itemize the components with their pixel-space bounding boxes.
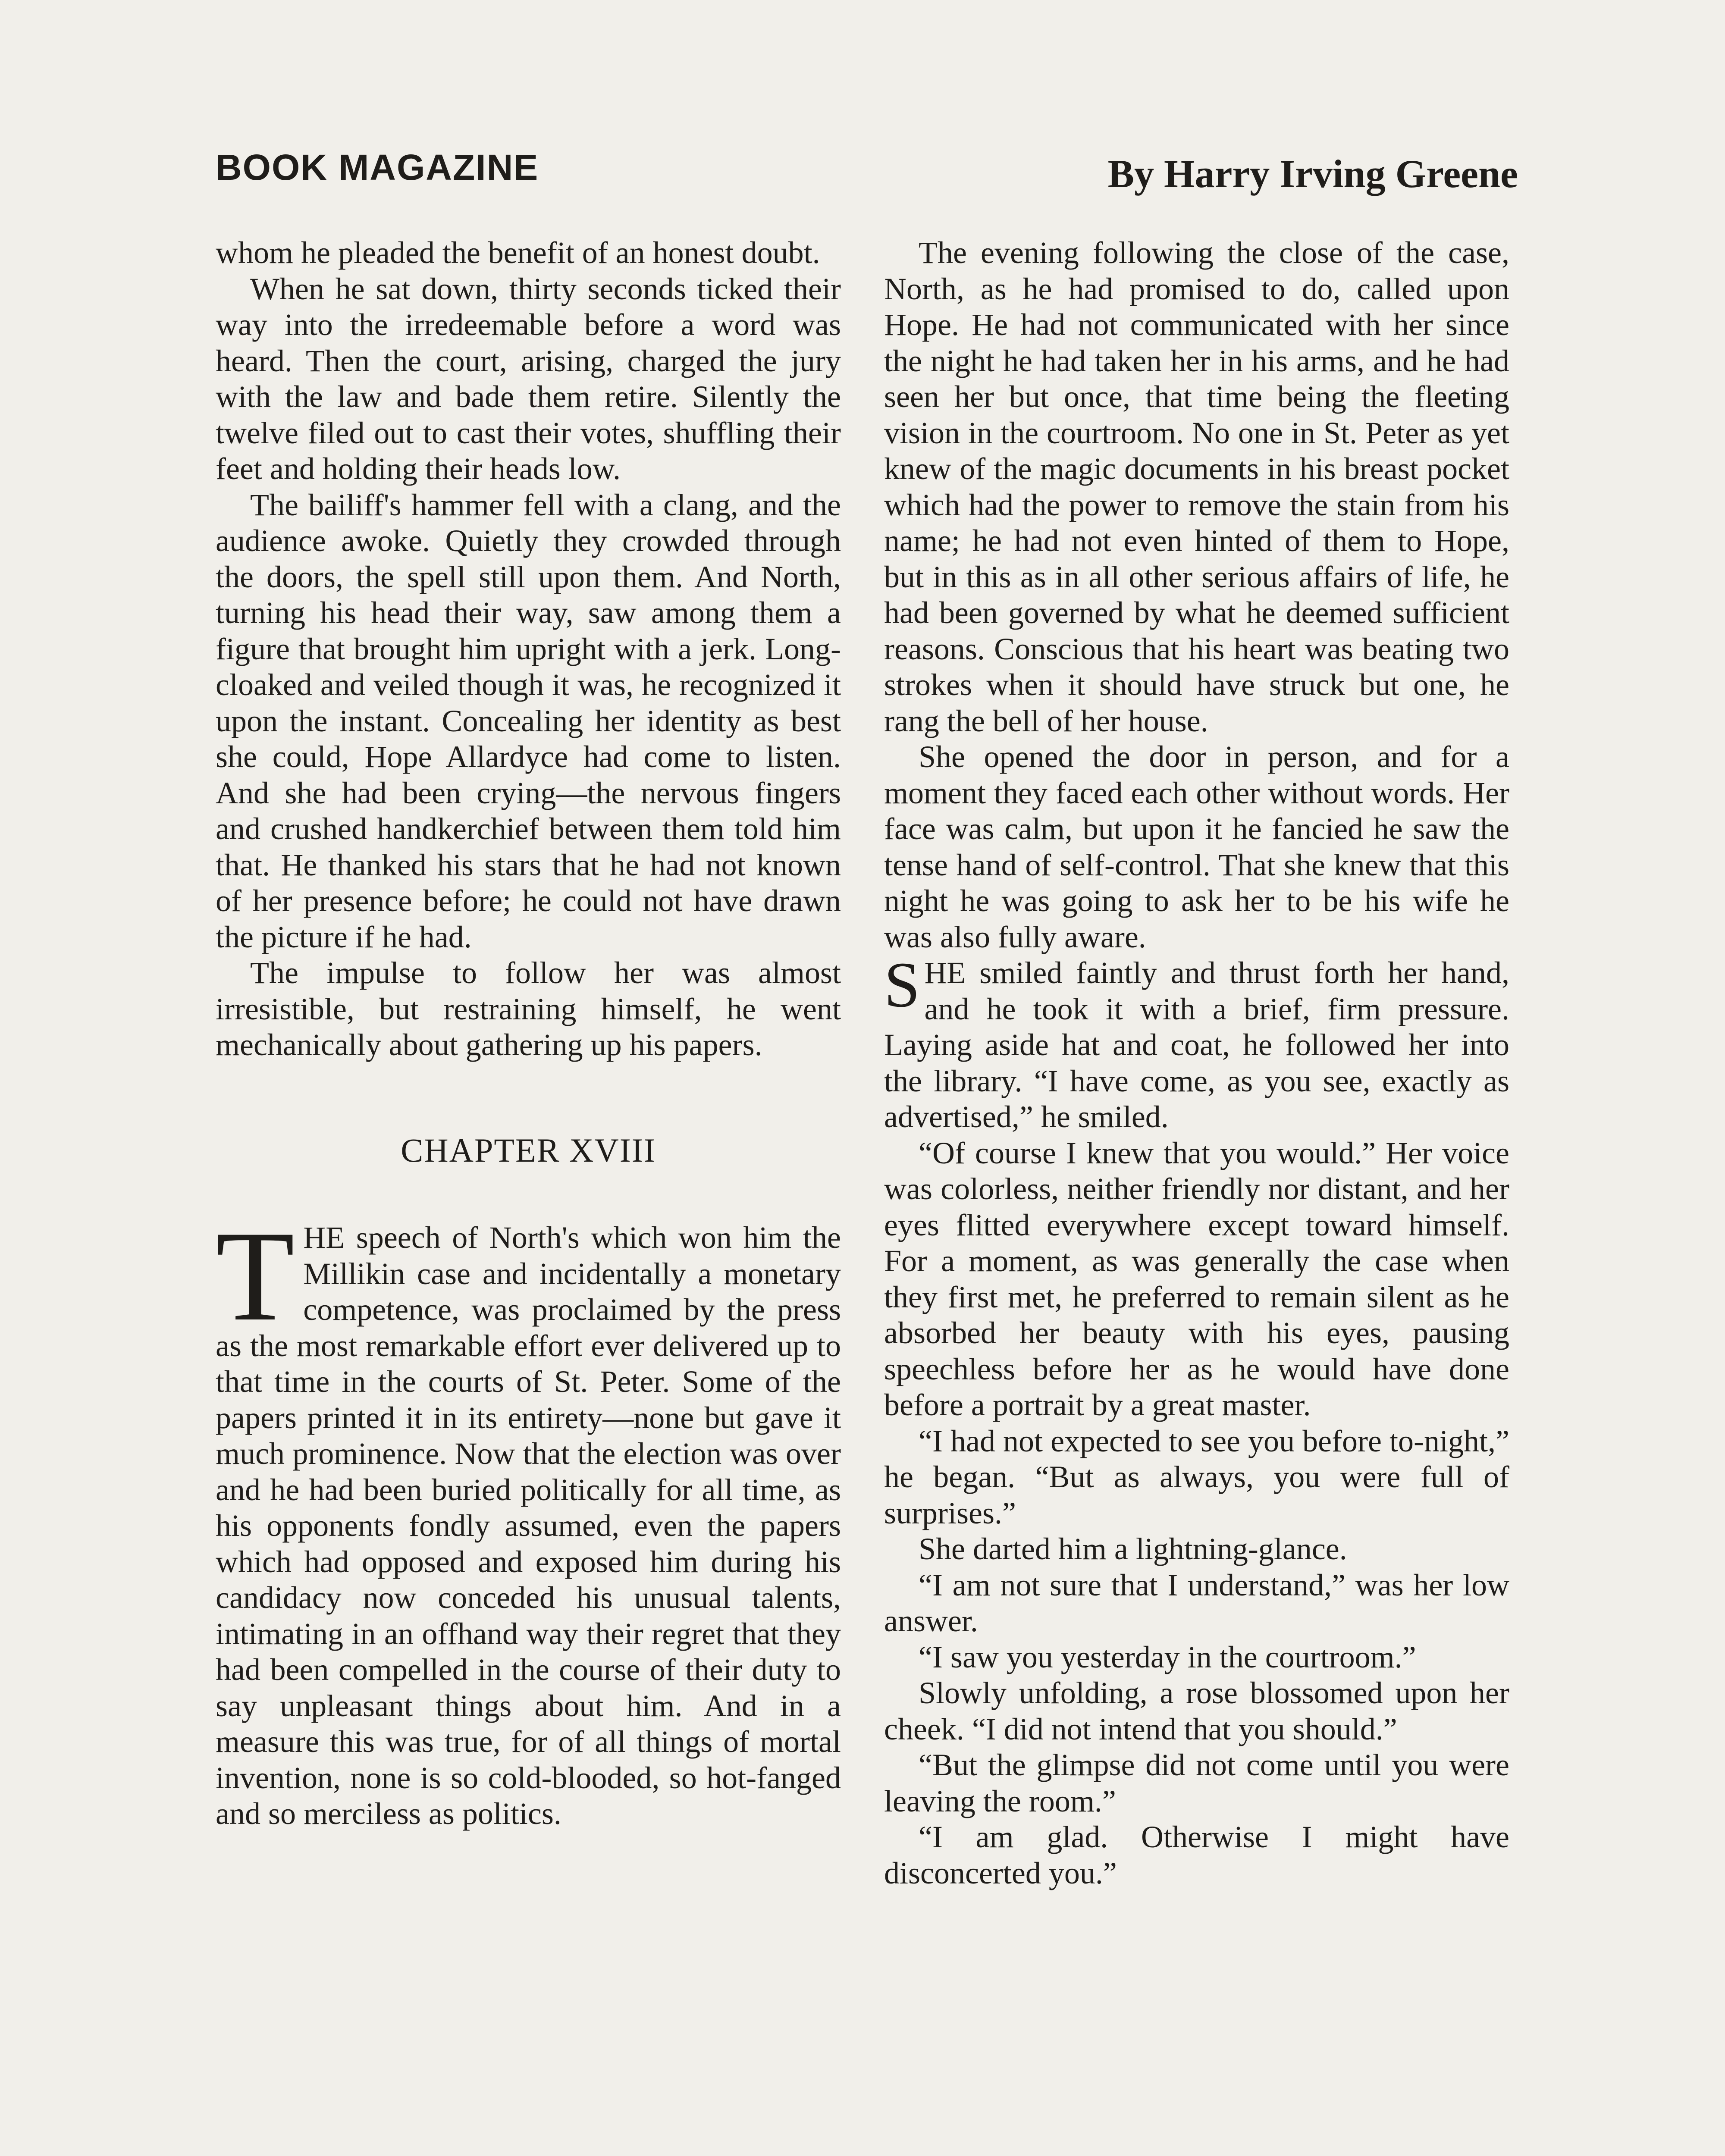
left-column [216,235,841,1832]
publication-title: BOOK MAGAZINE [216,147,539,188]
paragraph: Slowly unfolding, a rose blossomed upon her cheek. “I did not intend that you should.” [884,1676,1509,1746]
chapter-opening-text: HE speech of North's which won him the Millikin case and incidentally a monetary competence, was proclaimed by the press as the most remarkable effort ever delivered up to that time in the courts of St. Peter. Some of the papers printed it in its entirety—none but gave it much prominence. Now that the election was over and he had been buried politically for all time, as his opponents fondly assumed, even the papers which had opposed and exposed him during his candidacy now conceded his unusual talents, intimating in an offhand way their regret that they had been compelled in the course of their duty to say unpleasant things about him. And in a measure this was true, for of all things of mortal invention, none is so cold-blooded, so hot-fanged and so merciless as politics. [216,1220,841,1831]
chapter-heading: CHAPTER XVIII [401,1131,656,1169]
paragraph: The bailiff's hammer fell with a clang, and the audience awoke. Quietly they crowded through the doors, the spell still upon them. And North, turning his head their way, saw among them a figure that brought him upright with a jerk. Long-cloaked and veiled though it was, he recognized it upon the instant. Concealing her identity as best she could, Hope Allardyce had come to listen. And she had been crying—the nervous fingers and crushed handkerchief between them told him that. He thanked his stars that he had not known of her presence before; he could not have drawn the picture if he had. [216,487,841,954]
paragraph: “Of course I knew that you would.” Her voice was colorless, neither friendly nor distant, and her eyes flitted everywhere except toward himself. For a moment, as was generally the case when they first met, he preferred to remain silent as he absorbed her beauty with his eyes, pausing speechless before her as he would have done before a portrait by a great master. [884,1135,1509,1422]
paragraph: The evening following the close of the case, North, as he had promised to do, called upon Hope. He had not communicated with her since the night he had taken her in his arms, and he had seen her but once, that time being the fleeting vision in the courtroom. No one in St. Peter as yet knew of the magic documents in his breast pocket which had the power to remove the stain from his name; he had not even hinted of them to Hope, but in this as in all other serious affairs of life, he had been governed by what he deemed sufficient reasons. Conscious that his heart was beating two strokes when it should have struck but one, he rang the bell of her house. [884,235,1509,738]
paragraph: whom he pleaded the benefit of an honest doubt. [216,235,820,270]
paragraph: “I am glad. Otherwise I might have disconcerted you.” [884,1820,1509,1890]
section-opening-paragraph [884,949,1509,1135]
paragraph: “I saw you yesterday in the courtroom.” [919,1639,1416,1674]
paragraph: She opened the door in person, and for a moment they faced each other without words. Her face was calm, but upon it he fancied he saw the tense hand of self-control. That she knew that this night he was going to ask her to be his wife he was also fully aware. [884,740,1509,954]
paragraph: “I had not expected to see you before to-night,” he began. “But as always, you were full of surprises.” [884,1423,1509,1530]
paragraph: “But the glimpse did not come until you were leaving the room.” [884,1748,1509,1818]
drop-cap: T [216,1204,295,1348]
page-header [216,142,1518,198]
chapter-opening-paragraph [216,1204,841,1832]
paragraph: When he sat down, thirty seconds ticked their way into the irredeemable before a word was heard. Then the court, arising, charged the jury with the law and bade them retire. Silently the twelve filed out to cast their votes, shuffling their feet and holding their heads low. [216,271,841,486]
author-byline: By Harry Irving Greene [1107,152,1518,196]
paragraph: She darted him a lightning-glance. [919,1532,1347,1566]
drop-cap: S [884,949,920,1021]
section-opening-text: HE smiled faintly and thrust forth her hand, and he took it with a brief, firm pressure. Laying aside hat and coat, he followed her into the library. “I have come, as you see, exactly as advertised,” he smiled. [884,956,1509,1134]
paragraph: The impulse to follow her was almost irresistible, but restraining himself, he went mechanically about gathering up his papers. [216,956,841,1062]
right-column [884,235,1509,1891]
paragraph: “I am not sure that I understand,” was her low answer. [884,1567,1509,1638]
